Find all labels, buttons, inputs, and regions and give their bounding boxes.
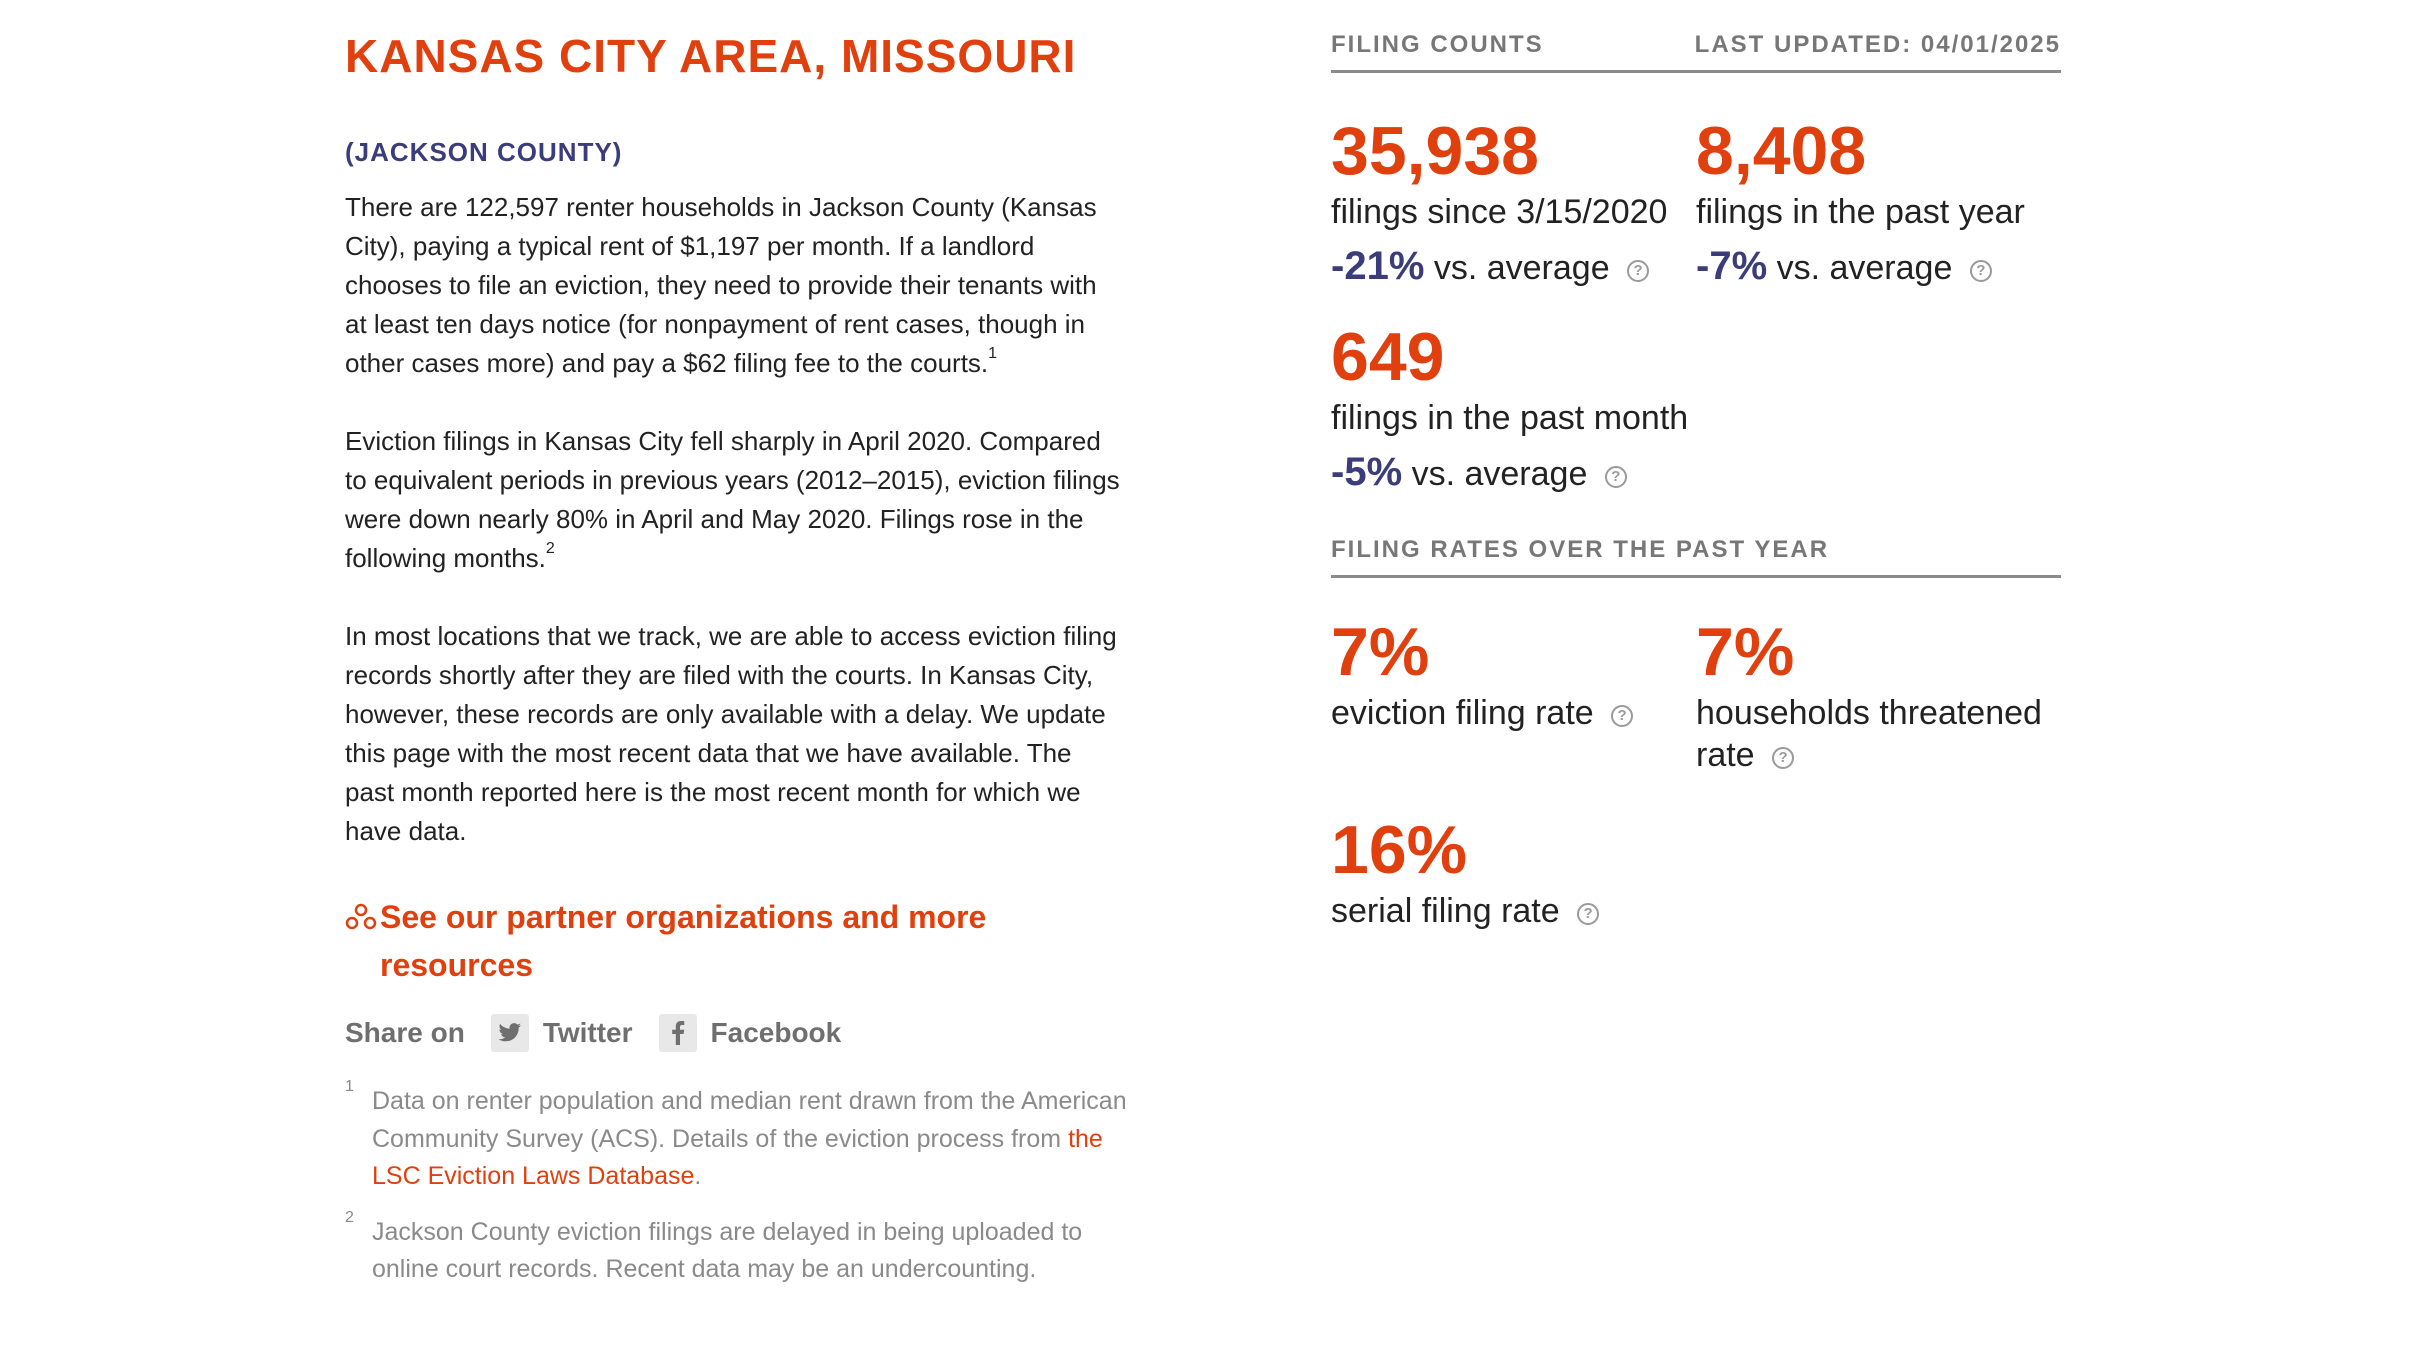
delta-value: -21%: [1331, 244, 1425, 288]
help-icon[interactable]: ?: [1577, 903, 1599, 925]
delta-label: vs. average: [1411, 455, 1588, 493]
share-facebook-button[interactable]: [659, 1014, 842, 1052]
stat-filings-since: [1331, 111, 1696, 289]
footnote-punctuation: .: [694, 1162, 702, 1190]
stat-label-row: [1331, 890, 2061, 932]
twitter-icon: [491, 1014, 529, 1052]
filing-rates-header: [1331, 535, 2061, 578]
partner-resources-link[interactable]: See our partner organizations and more resources: [380, 899, 987, 983]
footnotes: [345, 1078, 1127, 1289]
stat-filings-past-year: [1696, 111, 2061, 289]
delta-value: -5%: [1331, 450, 1403, 494]
intro-paragraph-1: [345, 188, 1125, 383]
lsc-eviction-laws-link[interactable]: the LSC Eviction Laws Database: [372, 1124, 1103, 1190]
stat-label: households threatened rate: [1696, 694, 2042, 774]
intro-paragraph-3: In most locations that we track, we are able to access eviction filing records shortly after they are filed with the courts. In Kansas City, however, these records are only available with a delay. We update this page with the most recent data that we have available. The past month reported here is the most recent month for which we have data.: [345, 621, 1117, 846]
stat-label: eviction filing rate: [1331, 694, 1594, 732]
help-icon[interactable]: ?: [1611, 705, 1633, 727]
stat-value: 649: [1331, 319, 1445, 395]
last-updated: LAST UPDATED: 04/01/2025: [1694, 31, 2061, 58]
facebook-icon: [659, 1014, 697, 1052]
filing-counts-heading: FILING COUNTS: [1331, 31, 1544, 58]
intro-paragraph-2: [345, 422, 1125, 578]
stat-delta: [1331, 451, 2061, 495]
footnote-ref-2[interactable]: 2: [545, 540, 555, 557]
stat-label-row: [1331, 692, 1696, 734]
stat-value: 16%: [1331, 812, 1468, 888]
stat-label-row: [1696, 692, 2061, 776]
stat-label: filings in the past month: [1331, 399, 1689, 437]
footnote-text: Jackson County eviction filings are delayed in being uploaded to online court records. Recent data may be an undercounting.: [372, 1217, 1083, 1283]
stat-label: filings in the past year: [1696, 193, 2025, 231]
help-icon[interactable]: ?: [1627, 260, 1649, 282]
stat-delta: [1331, 245, 1696, 289]
stats-panel: [1331, 30, 2061, 932]
intro-paragraph-2-text: Eviction filings in Kansas City fell sharply in April 2020. Compared to equivalent periods in previous years (2012–2015), eviction filings were down nearly 80% in April and May 2020. Filings rose in the following months.: [345, 426, 1120, 573]
filing-counts-header: [1331, 30, 2061, 73]
share-facebook-label: Facebook: [710, 1017, 842, 1048]
help-icon[interactable]: ?: [1772, 747, 1794, 769]
stat-delta: [1696, 245, 2061, 289]
filing-counts-grid: [1331, 111, 2061, 289]
stat-eviction-filing-rate: [1331, 612, 1696, 776]
help-icon[interactable]: ?: [1605, 466, 1627, 488]
resources-link-row[interactable]: [345, 893, 1125, 989]
stat-filings-past-month: [1331, 317, 2061, 495]
intro-paragraph-1-text: There are 122,597 renter households in Jackson County (Kansas City), paying a typical rent of $1,197 per month. If a landlord chooses to file an eviction, they need to provide their tenants with at least ten days notice (for nonpayment of rent cases, though in other cases more) and pay a $62 filing fee to the courts.: [345, 192, 1097, 378]
delta-label: vs. average: [1433, 249, 1610, 287]
share-bar: [345, 1013, 1125, 1053]
stat-households-threatened-rate: [1696, 612, 2061, 776]
footnote-text: Data on renter population and median rent drawn from the American Community Survey (ACS). Details of the eviction process from: [372, 1087, 1127, 1153]
help-icon[interactable]: ?: [1970, 260, 1992, 282]
stat-value: 7%: [1696, 614, 1795, 690]
filing-rates-grid: [1331, 612, 2061, 776]
footnote-1: [345, 1078, 1135, 1196]
footnote-number: 1: [345, 1078, 354, 1095]
stat-value: 7%: [1331, 614, 1430, 690]
location-overview: [345, 28, 1125, 1289]
stat-value: 8,408: [1696, 113, 1867, 189]
county-subtitle: (JACKSON COUNTY): [345, 137, 623, 167]
filing-rates-heading: FILING RATES OVER THE PAST YEAR: [1331, 536, 1830, 563]
share-label: Share on: [345, 1017, 465, 1048]
network-icon: [345, 899, 377, 939]
stat-serial-filing-rate: [1331, 810, 2061, 932]
footnote-2: [345, 1208, 1135, 1289]
stat-value: 35,938: [1331, 113, 1539, 189]
share-twitter-button[interactable]: [491, 1014, 633, 1052]
stat-label: serial filing rate: [1331, 892, 1560, 930]
footnote-number: 2: [345, 1208, 354, 1226]
delta-value: -7%: [1696, 244, 1768, 288]
delta-label: vs. average: [1776, 249, 1953, 287]
stat-label: filings since 3/15/2020: [1331, 193, 1668, 231]
share-twitter-label: Twitter: [542, 1017, 633, 1048]
page-title: KANSAS CITY AREA, MISSOURI: [345, 30, 1077, 82]
footnote-ref-1[interactable]: 1: [988, 345, 998, 362]
